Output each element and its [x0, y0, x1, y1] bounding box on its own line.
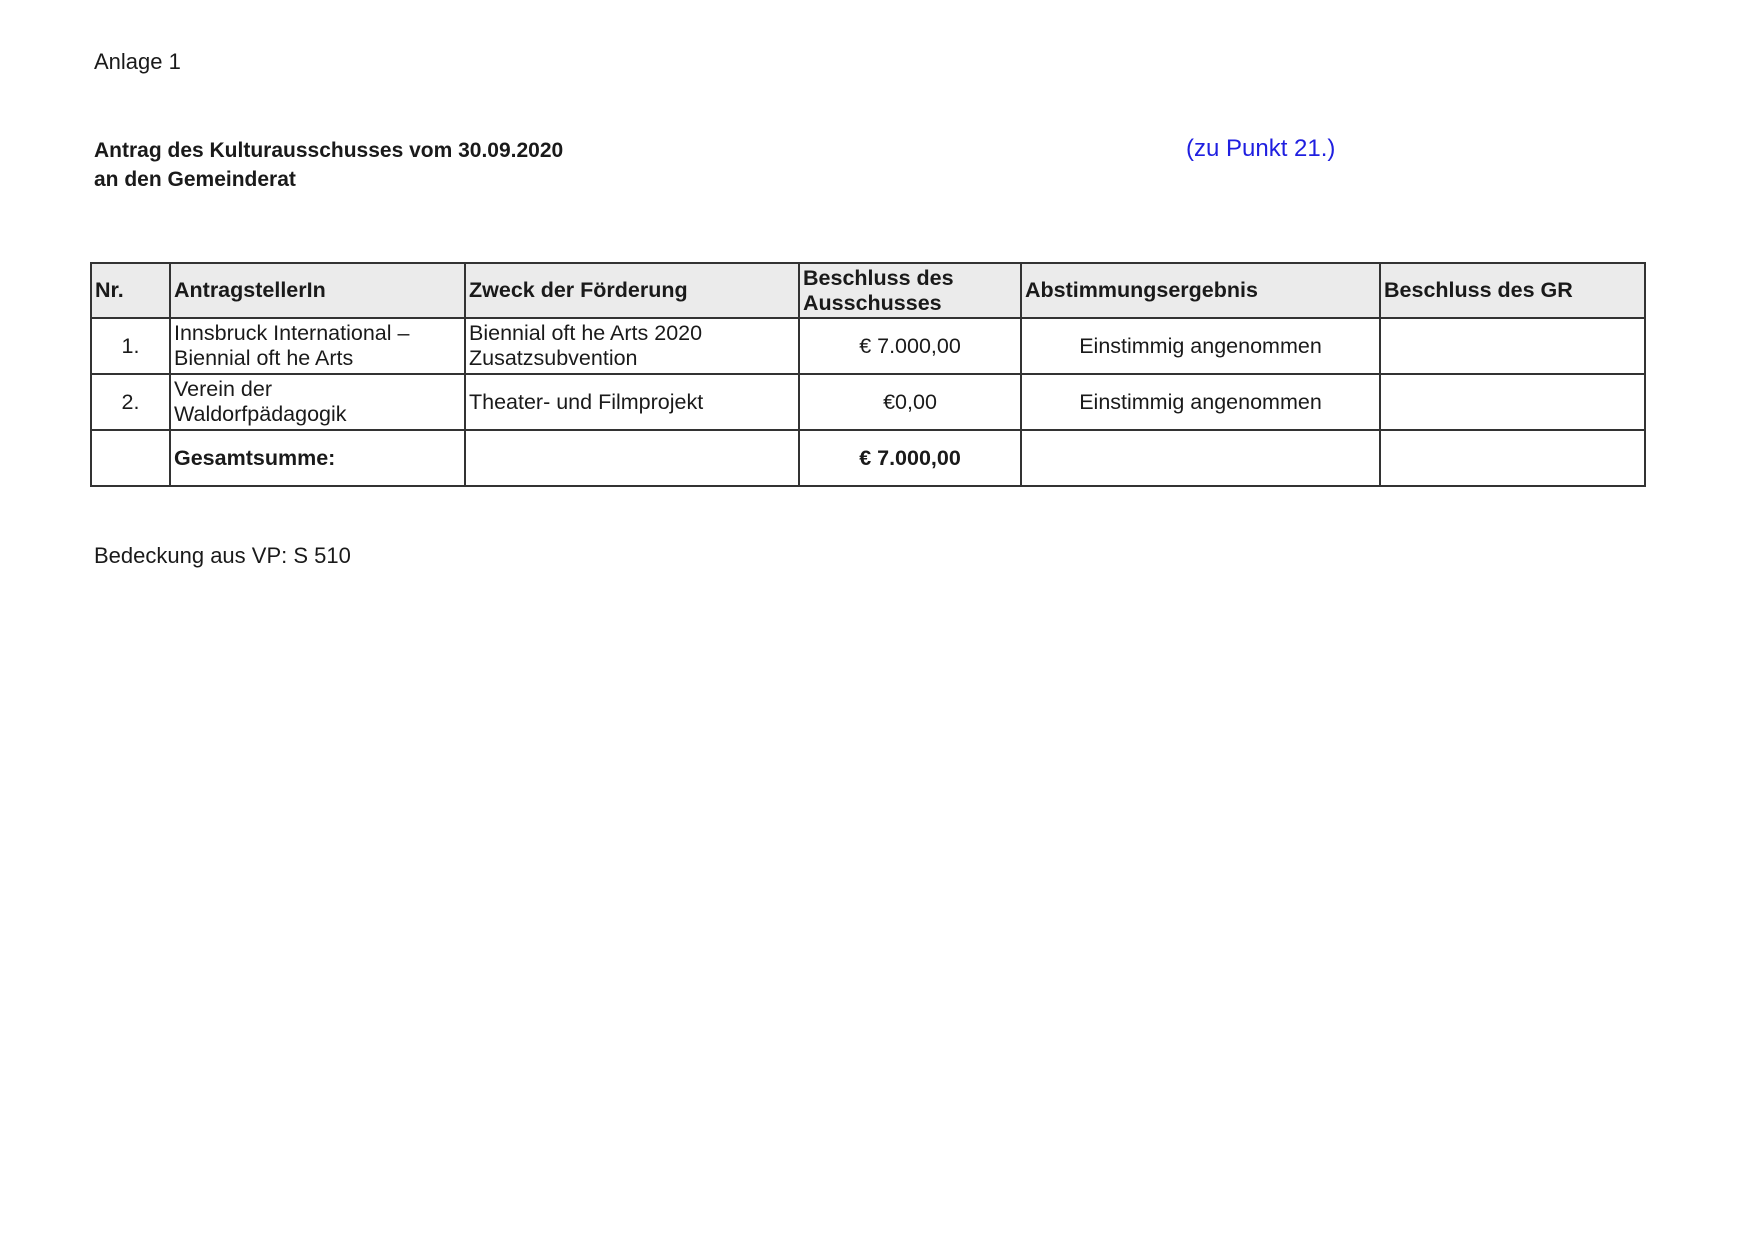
total-label: Gesamtsumme: [170, 430, 465, 486]
header-vote-result: Abstimmungsergebnis [1021, 263, 1380, 318]
applicant-line-1: Verein der [174, 377, 273, 401]
table-header-row [91, 263, 1645, 318]
purpose-line-1: Biennial oft he Arts 2020 [469, 321, 703, 345]
cell-committee-decision: €0,00 [799, 374, 1021, 430]
title-line-2: an den Gemeinderat [94, 168, 296, 191]
cell-committee-decision: € 7.000,00 [799, 318, 1021, 374]
cell-applicant [170, 318, 465, 374]
title-line-1: Antrag des Kulturausschusses vom 30.09.2020 [94, 139, 564, 162]
header-applicant: AntragstellerIn [170, 263, 465, 318]
header-council-decision: Beschluss des GR [1380, 263, 1645, 318]
applicant-line-2: Biennial oft he Arts [174, 346, 354, 370]
cell-purpose [465, 318, 799, 374]
cell-vote-result: Einstimmig angenommen [1021, 318, 1380, 374]
total-value: € 7.000,00 [799, 430, 1021, 486]
funding-table [90, 262, 1646, 487]
purpose-line-2: Zusatzsubvention [469, 346, 638, 370]
agenda-point-reference: (zu Punkt 21.) [1186, 135, 1336, 162]
attachment-label: Anlage 1 [94, 49, 181, 74]
cell-empty [1021, 430, 1380, 486]
header-purpose: Zweck der Förderung [465, 263, 799, 318]
cell-council-decision [1380, 318, 1645, 374]
table-row [91, 374, 1645, 430]
cell-purpose: Theater- und Filmprojekt [465, 374, 799, 430]
header-nr: Nr. [91, 263, 170, 318]
document-title [94, 136, 563, 194]
applicant-line-1: Innsbruck International – [174, 321, 410, 345]
table-row [91, 318, 1645, 374]
cell-applicant [170, 374, 465, 430]
cell-vote-result: Einstimmig angenommen [1021, 374, 1380, 430]
coverage-note: Bedeckung aus VP: S 510 [94, 543, 351, 568]
cell-empty [465, 430, 799, 486]
applicant-line-2: Waldorfpädagogik [174, 402, 347, 426]
cell-empty [1380, 430, 1645, 486]
cell-empty [91, 430, 170, 486]
cell-council-decision [1380, 374, 1645, 430]
cell-nr: 1. [91, 318, 170, 374]
header-committee-decision: Beschluss des Ausschusses [799, 263, 1021, 318]
table-total-row [91, 430, 1645, 486]
cell-nr: 2. [91, 374, 170, 430]
